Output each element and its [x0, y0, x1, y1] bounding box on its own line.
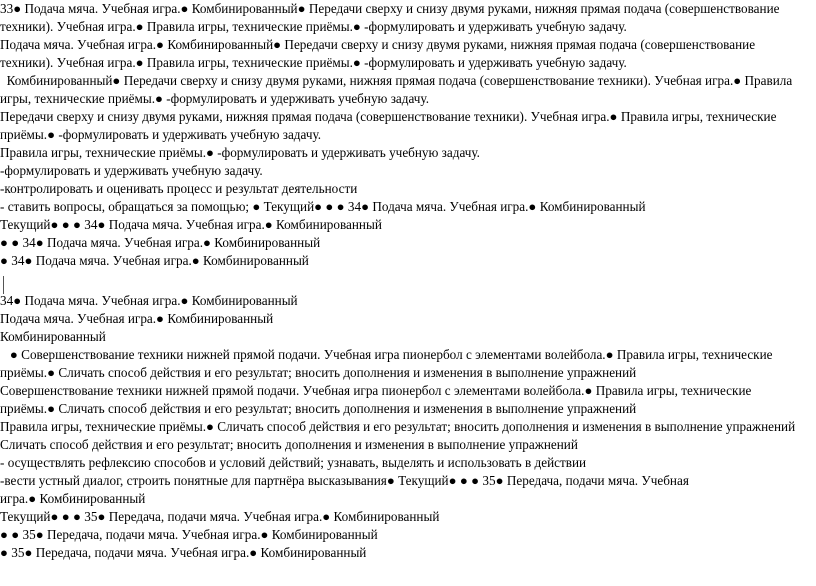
text-line: 34● Подача мяча. Учебная игра.● Комбинированный [0, 293, 298, 308]
text-line: ● ● 35● Передача, подачи мяча. Учебная игра.● Комбинированный [0, 527, 378, 542]
text-line: -контролировать и оценивать процесс и результат деятельности [0, 181, 358, 196]
text-line: Правила игры, технические приёмы.● Сличать способ действия и его результат; вносить дополнения и изменения в выполнение упражнений [0, 419, 796, 434]
text-line: приёмы.● -формулировать и удерживать учебную задачу. [0, 127, 322, 142]
text-line: ● 34● Подача мяча. Учебная игра.● Комбинированный [0, 253, 309, 268]
text-line: - ставить вопросы, обращаться за помощью; ● Текущий● ● ● 34● Подача мяча. Учебная игра.● Комбинированный [0, 199, 646, 214]
text-line: игра.● Комбинированный [0, 491, 146, 506]
text-line: Текущий● ● ● 34● Подача мяча. Учебная игра.● Комбинированный [0, 217, 382, 232]
text-line: Правила игры, технические приёмы.● -формулировать и удерживать учебную задачу. [0, 145, 480, 160]
text-line: ● Совершенствование техники нижней прямой подачи. Учебная игра пионербол с элементами волейбола.● Правила игры, технические [0, 347, 773, 362]
text-line: 33● Подача мяча. Учебная игра.● Комбинированный● Передачи сверху и снизу двумя руками, нижняя прямая подача (совершенствование [0, 1, 780, 16]
text-line: Подача мяча. Учебная игра.● Комбинированный● Передачи сверху и снизу двумя руками, нижняя прямая подача (совершенствование [0, 37, 756, 52]
text-line: техники). Учебная игра.● Правила игры, технические приёмы.● -формулировать и удерживать учебную задачу. [0, 55, 627, 70]
text-line: Передачи сверху и снизу двумя руками, нижняя прямая подача (совершенствование техники). Учебная игра.● Правила игры, технические [0, 109, 777, 124]
text-line: - осуществлять рефлексию способов и условий действий; узнавать, выделять и использовать в действии [0, 455, 587, 470]
text-line: Комбинированный [0, 329, 106, 344]
text-line [0, 270, 812, 288]
text-line: ● ● 34● Подача мяча. Учебная игра.● Комбинированный [0, 235, 321, 250]
text-line: Комбинированный● Передачи сверху и снизу двумя руками, нижняя прямая подача (совершенствование техники). Учебная игра.● Правила [0, 73, 793, 88]
text-line: Текущий● ● ● 35● Передача, подачи мяча. Учебная игра.● Комбинированный [0, 509, 440, 524]
text-line: -вести устный диалог, строить понятные для партнёра высказывания● Текущий● ● ● 35● Передача, подачи мяча. Учебная [0, 473, 689, 488]
text-line: ● 35● Передача, подачи мяча. Учебная игра.● Комбинированный [0, 545, 367, 560]
text-line: техники). Учебная игра.● Правила игры, технические приёмы.● -формулировать и удерживать учебную задачу. [0, 19, 627, 34]
text-line: Сличать способ действия и его результат; вносить дополнения и изменения в выполнение упражнений [0, 437, 578, 452]
text-line: Подача мяча. Учебная игра.● Комбинированный [0, 311, 274, 326]
text-line: игры, технические приёмы.● -формулировать и удерживать учебную задачу. [0, 91, 429, 106]
text-line: -формулировать и удерживать учебную задачу. [0, 163, 263, 178]
text-line: Совершенствование техники нижней прямой подачи. Учебная игра пионербол с элементами волейбола.● Правила игры, технические [0, 383, 752, 398]
text-line: приёмы.● Сличать способ действия и его результат; вносить дополнения и изменения в выполнение упражнений [0, 365, 637, 380]
text-line: приёмы.● Сличать способ действия и его результат; вносить дополнения и изменения в выполнение упражнений [0, 401, 637, 416]
